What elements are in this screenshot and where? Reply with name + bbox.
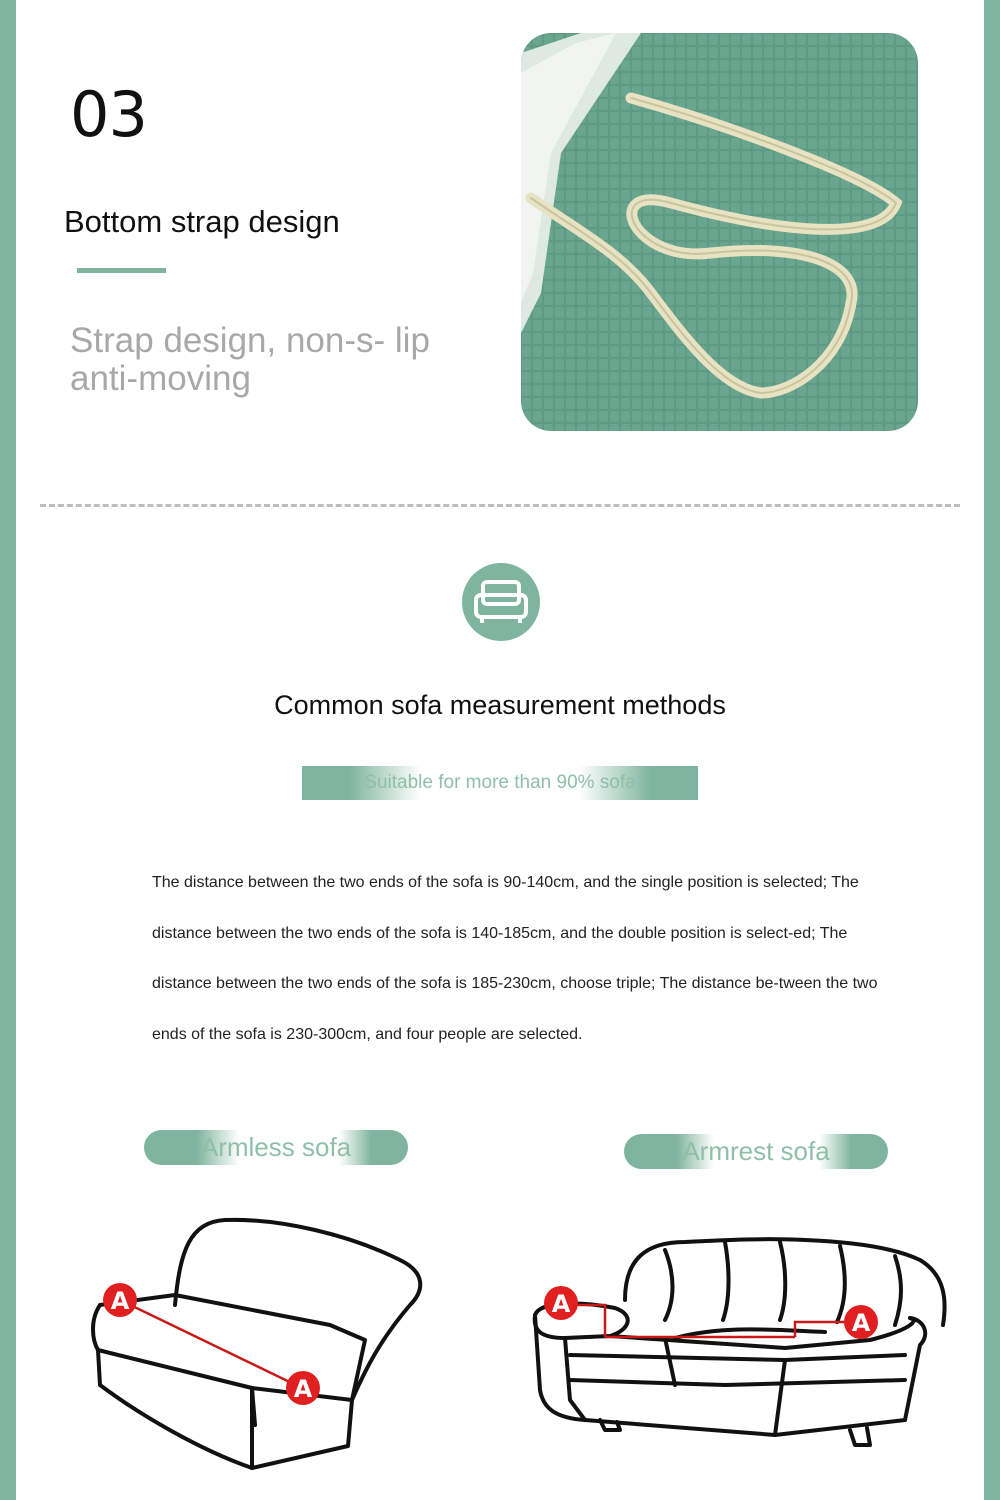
svg-text:A: A [551,1290,571,1318]
marker-a-right [286,1371,320,1405]
dashed-divider [40,504,960,507]
right-border [984,0,1000,1500]
armrest-sofa-label [624,1134,888,1169]
armrest-sofa-diagram [525,1230,955,1455]
marker-a-left [544,1286,578,1320]
armless-sofa-label [144,1130,408,1165]
armchair-icon [462,563,540,641]
svg-text:A: A [110,1287,130,1315]
accent-line [77,268,166,273]
measurement-paragraph: The distance between the two ends of the sofa is 90-140cm, and the single position is selected; The distance between the two ends of the sofa is 140-185cm, and the double position is select-ed; The distance between the two ends of the sofa is 185-230cm, choose triple; The distance be-tween the two ends of the sofa is 230-300cm, and four people are selected. [152,874,878,1043]
armrest-sofa-text: Armrest sofa [682,1136,830,1166]
feature-title: Bottom strap design [64,204,340,239]
armless-sofa-text: Armless sofa [200,1132,352,1162]
strap-photo [521,33,918,431]
step-number: 03 [70,78,147,151]
left-border [0,0,16,1500]
subtitle-text: Suitable for more than 90% sofa [364,772,636,793]
svg-text:A: A [851,1309,871,1337]
feature-description: Strap design, non-s- lip anti-moving [70,321,430,398]
svg-text:A: A [293,1375,313,1403]
armless-sofa-diagram [80,1210,440,1480]
section-title: Common sofa measurement methods [274,690,726,720]
subtitle-banner [302,766,698,800]
marker-a-right [844,1305,878,1339]
marker-a-left [103,1283,137,1317]
